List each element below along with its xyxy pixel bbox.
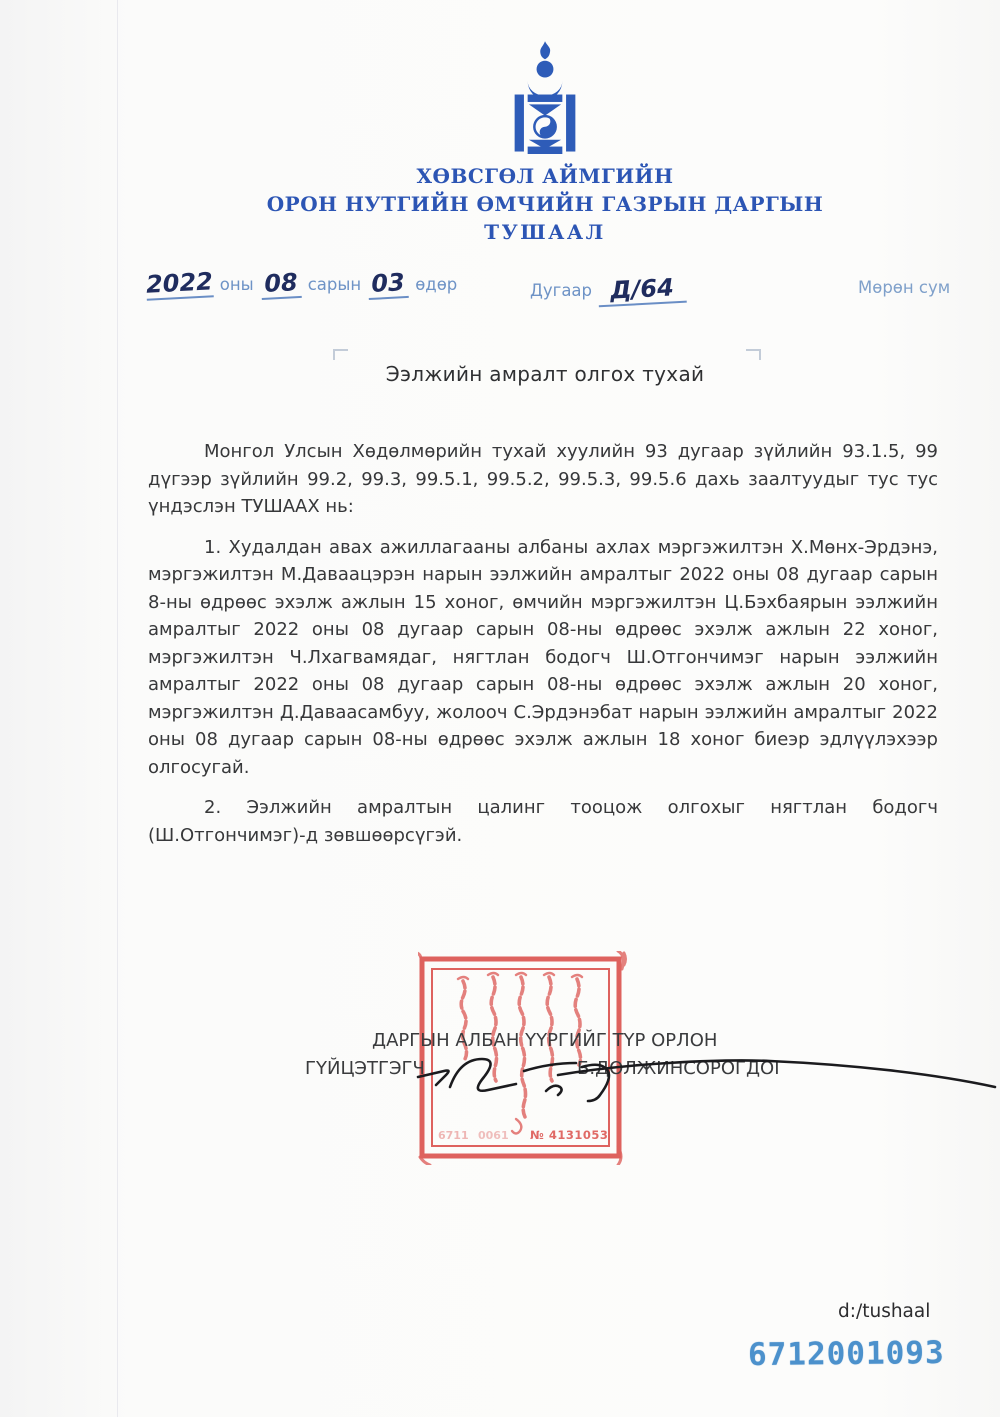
- body-line: (Ш.Отгончимэг)-д зөвшөөрсүгэй.: [148, 824, 463, 846]
- stamp-number: № 4131053: [530, 1128, 609, 1142]
- signature-role-label: ГҮЙЦЭТГЭГЧ: [305, 1058, 425, 1079]
- letterhead: [130, 162, 960, 246]
- number-label: Дугаар: [530, 281, 593, 300]
- year-label: оны: [219, 275, 254, 294]
- file-path-label: d:/tushaal: [838, 1301, 931, 1322]
- body-line: дүгээр зүйлийн 99.2, 99.3, 99.5.1, 99.5.2, 99.5.3, 99.5.6 дахь заалтуудыг тус тус: [148, 468, 938, 490]
- signature-title-line: ДАРГЫН АЛБАН ҮҮРГИЙГ ТҮР ОРЛОН: [372, 1030, 718, 1051]
- handwritten-year: 2022: [145, 267, 214, 299]
- soyombo-emblem-icon: [504, 40, 586, 154]
- body-line: Монгол Улсын Хөдөлмөрийн тухай хуулийн 93 дугаар зүйлийн 93.1.5, 99: [204, 441, 938, 462]
- body-line: 8-ны өдрөөс эхэлж ажлын 15 хоног, өмчийн мэргэжилтэн Ц.Бэхбаярын ээлжийн: [148, 591, 938, 613]
- handwritten-signature: [300, 1015, 1000, 1125]
- body-line: мэргэжилтэн Ч.Лхагвамядаг, нягтлан бодогч Ш.Отгончимэг нарын ээлжийн: [148, 646, 938, 668]
- month-label: сарын: [307, 275, 362, 294]
- org-name-line2: ОРОН НУТГИЙН ӨМЧИЙН ГАЗРЫН ДАРГЫН: [266, 192, 824, 216]
- corner-mark-left: [333, 349, 348, 360]
- body-line: 2. Ээлжийн амралтын цалинг тооцож олгохыг нягтлан бодогч: [204, 797, 938, 818]
- handwritten-doc-number: Д/64: [597, 273, 686, 308]
- body-line: олгосугай.: [148, 756, 250, 778]
- body-line: үндэслэн ТУШААХ нь:: [148, 496, 354, 517]
- body-line: амралтыг 2022 оны 08 дугаар сарын 08-ны өдрөөс эхэлж ажлын 22 хоног,: [148, 619, 938, 640]
- body-line: оны 08 дугаар сарын 08-ны өдрөөс эхэлж ажлын 18 хоног биеэр эдлүүлэхээр: [148, 729, 938, 750]
- body-line: 1. Худалдан авах ажиллагааны албаны ахлах мэргэжилтэн Х.Мөнх-Эрдэнэ,: [204, 536, 938, 558]
- handwritten-day: 03: [367, 268, 409, 300]
- doc-type-label: ТУШААЛ: [484, 220, 606, 244]
- document-body: [148, 438, 938, 862]
- date-row: [146, 268, 457, 298]
- location-label: Мөрөн сум: [858, 278, 951, 297]
- blue-registry-stamp-number: 6712001093: [747, 1334, 945, 1374]
- handwritten-month: 08: [260, 268, 302, 300]
- doc-number-row: [530, 274, 686, 304]
- clause-1-paragraph: [148, 534, 938, 782]
- body-line: амралтыг 2022 оны 08 дугаар сарын 08-ны өдрөөс эхэлж ажлын 20 хоног,: [148, 674, 938, 695]
- clause-2-paragraph: [148, 794, 938, 849]
- preamble-paragraph: [148, 438, 938, 521]
- body-line: мэргэжилтэн Д.Даваасамбуу, жолооч С.Эрдэнэбат нарын ээлжийн амралтыг 2022: [148, 701, 938, 723]
- scan-fold-line: [117, 0, 118, 1417]
- corner-mark-right: [746, 349, 761, 360]
- document-title: Ээлжийн амралт олгох тухай: [385, 362, 705, 386]
- signature-name: Б.ДОЛЖИНСОРОГДОГ: [577, 1058, 786, 1079]
- stamp-serial-mid: 0061: [478, 1129, 509, 1142]
- day-label: өдөр: [415, 275, 458, 294]
- body-line: мэргэжилтэн М.Даваацэрэн нарын ээлжийн амралтыг 2022 оны 08 дугаар сарын: [148, 564, 938, 585]
- stamp-serial-left: 6711: [438, 1129, 469, 1142]
- org-name-line1: ХӨВСГӨЛ АЙМГИЙН: [416, 164, 674, 188]
